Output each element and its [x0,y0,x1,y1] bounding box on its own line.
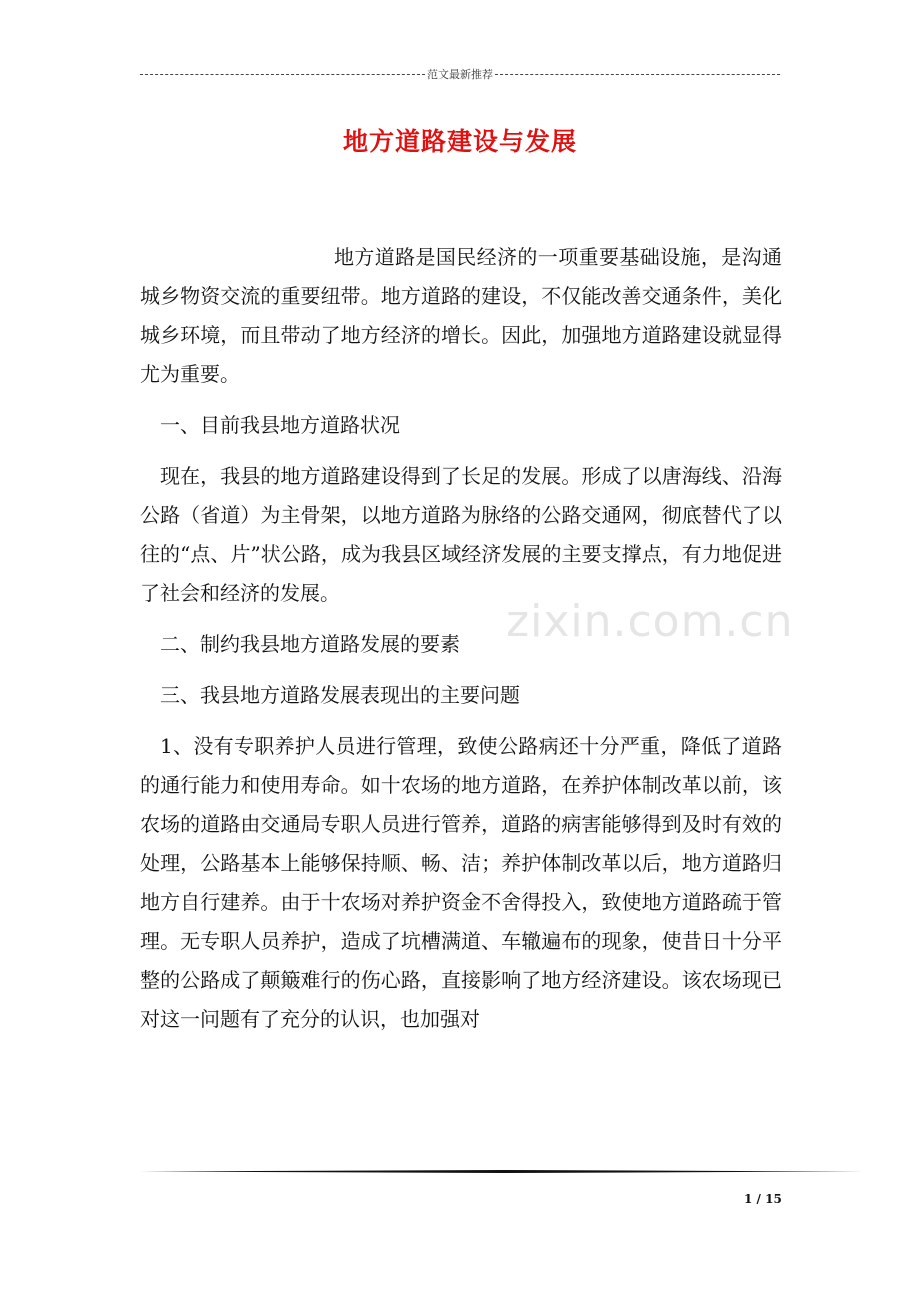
header-dash-left [140,74,425,75]
header-dash-right [495,74,780,75]
watermark: zixin.com.cn [506,596,794,647]
document-title: 地方道路建设与发展 [342,127,577,156]
page-header [140,66,780,82]
page-number: 1 / 15 [744,1192,782,1206]
footer-rule [140,1170,864,1173]
section-heading-3: 三、我县地方道路发展表现出的主要问题 [160,683,520,707]
section-heading-1: 一、目前我县地方道路状况 [160,413,400,437]
paragraph-intro: 地方道路是国民经济的一项重要基础设施，是沟通城乡物资交流的重要纽带。地方道路的建设，不仅能改善交通条件，美化城乡环境，而且带动了地方经济的增长。因此，加强地方道路建设就显得尤为重要。 [140,245,782,386]
paragraph-problem-1: 1、没有专职养护人员进行管理，致使公路病还十分严重，降低了道路的通行能力和使用寿命。如十农场的地方道路，在养护体制改革以前，该农场的道路由交通局专职人员进行管养，道路的病害能够得到及时有效的处理，公路基本上能够保持顺、畅、洁；养护体制改革以后，地方道路归地方自行建养。由于十农场对养护资金不舍得投入，致使地方道路疏于管理。无专职人员养护，造成了坑槽满道、车辙遍布的现象，使昔日十分平整的公路成了颠簸难行的伤心路，直接影响了地方经济建设。该农场现已对这一问题有了充分的认识，也加强对 [140,734,782,1031]
section-heading-2: 二、制约我县地方道路发展的要素 [160,632,460,656]
paragraph-current-status: 现在，我县的地方道路建设得到了长足的发展。形成了以唐海线、沿海公路（省道）为主骨架，以地方道路为脉络的公路交通网，彻底替代了以往的“点、片”状公路，成为我县区域经济发展的主要支撑点，有力地促进了社会和经济的发展。 [140,464,782,605]
header-label: 范文最新推荐 [427,68,493,81]
document-body [140,238,782,1051]
